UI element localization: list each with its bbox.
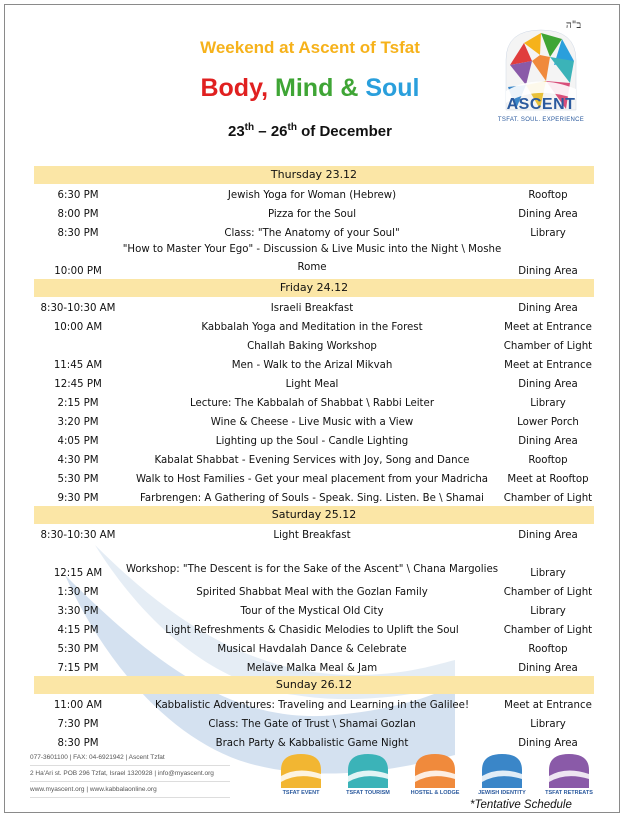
event-name: Kabbalistic Adventures: Traveling and Learning in the Galilee! [154, 700, 470, 711]
logo-tagline: TSFAT. SOUL. EXPERIENCE [497, 117, 585, 123]
brand-tile-label: HOSTEL & LODGE [410, 790, 460, 796]
event-time: 8:30-10:30 AM [40, 530, 116, 541]
event-location: Meet at Rooftop [507, 474, 589, 485]
logo-name: ASCENT [506, 96, 576, 113]
brand-tile-label: JEWISH IDENTITY [478, 790, 526, 796]
event-location: Dining Area [518, 379, 578, 390]
brand-tile-label: TSFAT TOURISM [346, 790, 390, 796]
event-time: 8:30 PM [57, 738, 99, 749]
page-subtitle: Weekend at Ascent of Tsfat [200, 38, 420, 57]
tentative-note: *Tentative Schedule [470, 799, 572, 811]
event-name: Light Meal [285, 379, 339, 390]
event-location: Dining Area [518, 663, 578, 674]
event-location: Chamber of Light [503, 341, 593, 352]
event-location: Dining Area [518, 303, 578, 314]
schedule-row [34, 449, 594, 468]
schedule-row [34, 543, 594, 581]
event-name: Kabalat Shabbat - Evening Services with Joy, Song and Dance [154, 455, 470, 466]
brand-tile [538, 752, 600, 804]
event-time: 4:05 PM [57, 436, 99, 447]
event-name: Walk to Host Families - Get your meal placement from your Madricha [135, 474, 489, 485]
event-location: Meet at Entrance [504, 700, 592, 711]
schedule-row [34, 430, 594, 449]
schedule-table [34, 166, 594, 751]
schedule-row [34, 203, 594, 222]
footer-phone: 077-3601100 | FAX: 04-6921942 | Ascent Tzfat [30, 750, 230, 766]
brand-tile [404, 752, 466, 804]
event-location: Library [530, 568, 566, 579]
title-word-4: Soul [365, 74, 420, 102]
schedule-row [34, 468, 594, 487]
bh-mark: ב"ה [566, 20, 582, 31]
event-time: 6:30 PM [57, 190, 99, 201]
event-time: 8:30 PM [57, 228, 99, 239]
event-time: 4:15 PM [57, 625, 99, 636]
schedule-row [34, 354, 594, 373]
schedule-row [34, 222, 594, 241]
arch-icon [278, 752, 324, 788]
event-name: Lecture: The Kabbalah of Shabbat \ Rabbi Leiter [189, 398, 435, 409]
event-time: 10:00 AM [53, 322, 103, 333]
title-word-2: Mind [275, 74, 334, 102]
event-location: Meet at Entrance [504, 360, 592, 371]
brand-tile-label: TSFAT EVENT [282, 790, 320, 796]
event-name: "How to Master Your Ego" - Discussion & Live Music into the Night \ Moshe Rome [122, 244, 502, 273]
event-time: 7:30 PM [57, 719, 99, 730]
brand-tile [337, 752, 399, 804]
page-title [120, 74, 500, 103]
event-time: 8:00 PM [57, 209, 99, 220]
schedule-row [34, 335, 594, 354]
event-location: Rooftop [528, 644, 568, 655]
event-location: Chamber of Light [503, 625, 593, 636]
event-location: Rooftop [528, 455, 568, 466]
event-location: Library [530, 606, 566, 617]
event-name: Israeli Breakfast [270, 303, 354, 314]
schedule-row [34, 487, 594, 506]
day-header: Saturday 25.12 [34, 506, 594, 524]
brand-tile [270, 752, 332, 804]
event-location: Dining Area [518, 530, 578, 541]
event-location: Dining Area [518, 738, 578, 749]
schedule-row [34, 297, 594, 316]
schedule-row [34, 316, 594, 335]
event-time: 8:30-10:30 AM [40, 303, 116, 314]
schedule-row [34, 411, 594, 430]
event-time [34, 352, 122, 354]
schedule-row [34, 373, 594, 392]
arch-icon [345, 752, 391, 788]
brand-tile-label: TSFAT RETREATS [545, 790, 593, 796]
event-time: 5:30 PM [57, 474, 99, 485]
event-name: Class: The Gate of Trust \ Shamai Gozlan [208, 719, 416, 730]
event-name: Musical Havdalah Dance & Celebrate [217, 644, 407, 655]
schedule-row [34, 600, 594, 619]
event-name: Jewish Yoga for Woman (Hebrew) [227, 190, 397, 201]
date-range: 23th – 26th of December [227, 122, 392, 140]
title-word-3: & [340, 74, 359, 102]
day-header: Thursday 23.12 [34, 166, 594, 184]
schedule-row [34, 241, 594, 279]
event-time: 7:15 PM [57, 663, 99, 674]
event-name: Wine & Cheese - Live Music with a View [210, 417, 414, 428]
schedule-row [34, 713, 594, 732]
event-time: 10:00 PM [54, 266, 102, 277]
schedule-row [34, 619, 594, 638]
arch-icon [479, 752, 525, 788]
event-location: Library [530, 398, 566, 409]
event-time: 12:45 PM [54, 379, 102, 390]
event-location: Chamber of Light [503, 587, 593, 598]
event-time: 3:20 PM [57, 417, 99, 428]
event-time: 5:30 PM [57, 644, 99, 655]
event-name: Class: "The Anatomy of your Soul" [224, 228, 400, 239]
event-name: Light Refreshments & Chasidic Melodies to Uplift the Soul [165, 625, 459, 636]
event-location: Dining Area [518, 436, 578, 447]
event-time: 11:00 AM [53, 700, 103, 711]
brand-tiles [270, 752, 600, 804]
schedule-row [34, 694, 594, 713]
event-name: Lighting up the Soul - Candle Lighting [215, 436, 409, 447]
event-time: 3:30 PM [57, 606, 99, 617]
event-name: Brach Party & Kabbalistic Game Night [215, 738, 409, 749]
schedule-row [34, 638, 594, 657]
day-header: Sunday 26.12 [34, 676, 594, 694]
footer-websites: www.myascent.org | www.kabbalaonline.org [30, 782, 230, 798]
schedule-row [34, 732, 594, 751]
event-name: Workshop: "The Descent is for the Sake of the Ascent" \ Chana Margolies [125, 564, 499, 575]
schedule-row [34, 184, 594, 203]
schedule-row [34, 524, 594, 543]
event-name: Challah Baking Workshop [247, 341, 377, 352]
event-location: Library [530, 228, 566, 239]
event-name: Melave Malka Meal & Jam [246, 663, 378, 674]
schedule-row [34, 657, 594, 676]
event-name: Kabbalah Yoga and Meditation in the Forest [201, 322, 423, 333]
schedule-row [34, 392, 594, 411]
event-name: Farbrengen: A Gathering of Souls - Speak. Sing. Listen. Be \ Shamai [140, 493, 484, 504]
event-name: Spirited Shabbat Meal with the Gozlan Family [196, 587, 428, 598]
arch-icon [412, 752, 458, 788]
event-time: 4:30 PM [57, 455, 99, 466]
event-location: Dining Area [518, 209, 578, 220]
title-word-1: Body, [200, 74, 269, 102]
arch-icon [546, 752, 592, 788]
event-time: 9:30 PM [57, 493, 99, 504]
event-time: 12:15 AM [53, 568, 103, 579]
event-name: Light Breakfast [273, 530, 351, 541]
event-location: Library [530, 719, 566, 730]
schedule-row [34, 581, 594, 600]
day-header: Friday 24.12 [34, 279, 594, 297]
event-name: Men - Walk to the Arizal Mikvah [231, 360, 393, 371]
event-location: Dining Area [518, 266, 578, 277]
footer-address: 2 Ha'Ari st. POB 296 Tzfat, Israel 1320928 | info@myascent.org [30, 766, 230, 782]
contact-footer [30, 750, 230, 798]
event-time: 1:30 PM [57, 587, 99, 598]
brand-tile [471, 752, 533, 804]
event-time: 11:45 AM [53, 360, 103, 371]
event-name: Pizza for the Soul [267, 209, 357, 220]
event-location: Lower Porch [517, 417, 579, 428]
event-location: Meet at Entrance [504, 322, 592, 333]
event-time: 2:15 PM [57, 398, 99, 409]
event-location: Rooftop [528, 190, 568, 201]
event-name: Tour of the Mystical Old City [240, 606, 384, 617]
event-location: Chamber of Light [503, 493, 593, 504]
